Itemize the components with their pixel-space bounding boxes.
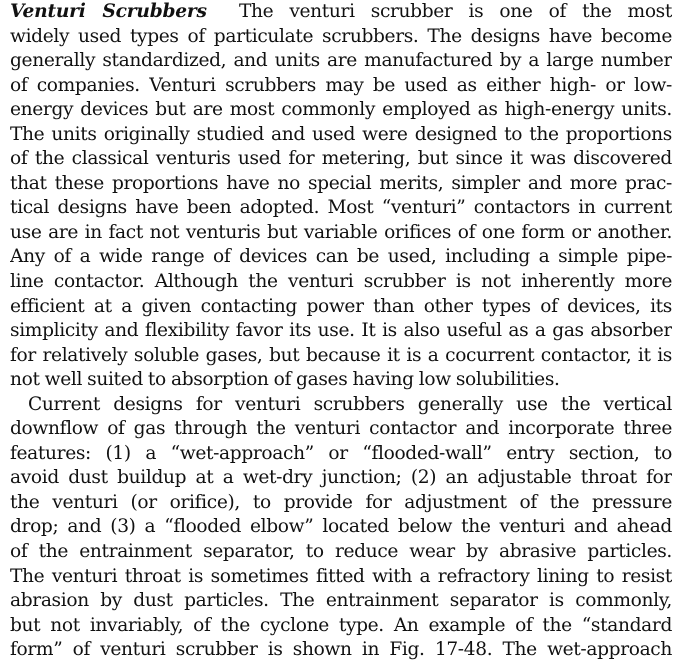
text-line: abrasion by dust particles. The entrainment separator is commonly,	[10, 590, 672, 612]
text-line: The venturi throat is sometimes fitted with a refractory lining to resist	[10, 565, 672, 587]
text-line: downflow of gas through the venturi contactor and incorporate three	[10, 418, 672, 440]
text-line: tical designs have been adopted. Most “venturi” contactors in current	[10, 197, 672, 219]
text-line: Any of a wide range of devices can be used, including a simple pipe-	[10, 246, 672, 268]
paragraph-venturi-scrubbers	[10, 0, 672, 393]
text-line: but not invariably, of the cyclone type. An example of the “standard	[10, 614, 672, 636]
text-line: line contactor. Although the venturi scrubber is not inherently more	[10, 271, 672, 293]
text-line: for relatively soluble gases, but because it is a cocurrent contactor, it is	[10, 344, 672, 366]
text-line: generally standardized, and units are manufactured by a large number	[10, 50, 672, 72]
text-line: energy devices but are most commonly employed as high-energy units.	[10, 99, 672, 121]
text-line: efficient at a given contacting power than other types of devices, its	[10, 295, 672, 317]
text-line	[10, 0, 672, 25]
text-line: not well suited to absorption of gases having low solubilities.	[10, 369, 560, 391]
text-line: The units originally studied and used were designed to the proportions	[10, 123, 672, 145]
text-line: form” of venturi scrubber is shown in Fig. 17-48. The wet-approach	[10, 639, 672, 661]
text-line: of the entrainment separator, to reduce wear by abrasive particles.	[10, 541, 672, 563]
text-line: the venturi (or orifice), to provide for adjustment of the pressure	[10, 491, 672, 513]
text-line: widely used types of particulate scrubbers. The designs have become	[10, 25, 672, 47]
section-heading: Venturi Scrubbers	[10, 1, 207, 22]
text-line: that these proportions have no special merits, simpler and more prac-	[10, 172, 672, 194]
text-line: avoid dust buildup at a wet-dry junction; (2) an adjustable throat for	[10, 467, 672, 489]
text-line: of companies. Venturi scrubbers may be used as either high- or low-	[10, 74, 672, 96]
text-line: features: (1) a “wet-approach” or “flooded-wall” entry section, to	[10, 442, 672, 464]
document-page	[10, 0, 672, 663]
text-line: Current designs for venturi scrubbers generally use the vertical	[28, 393, 672, 415]
text-line: simplicity and flexibility favor its use. It is also useful as a gas absorber	[10, 320, 672, 342]
line-text: The venturi scrubber is one of the most	[238, 1, 672, 22]
text-line: use are in fact not venturis but variable orifices of one form or another.	[10, 221, 672, 243]
text-line: of the classical venturis used for metering, but since it was discovered	[10, 148, 672, 170]
text-line: drop; and (3) a “flooded elbow” located below the venturi and ahead	[10, 516, 672, 538]
paragraph-current-designs	[10, 393, 672, 663]
